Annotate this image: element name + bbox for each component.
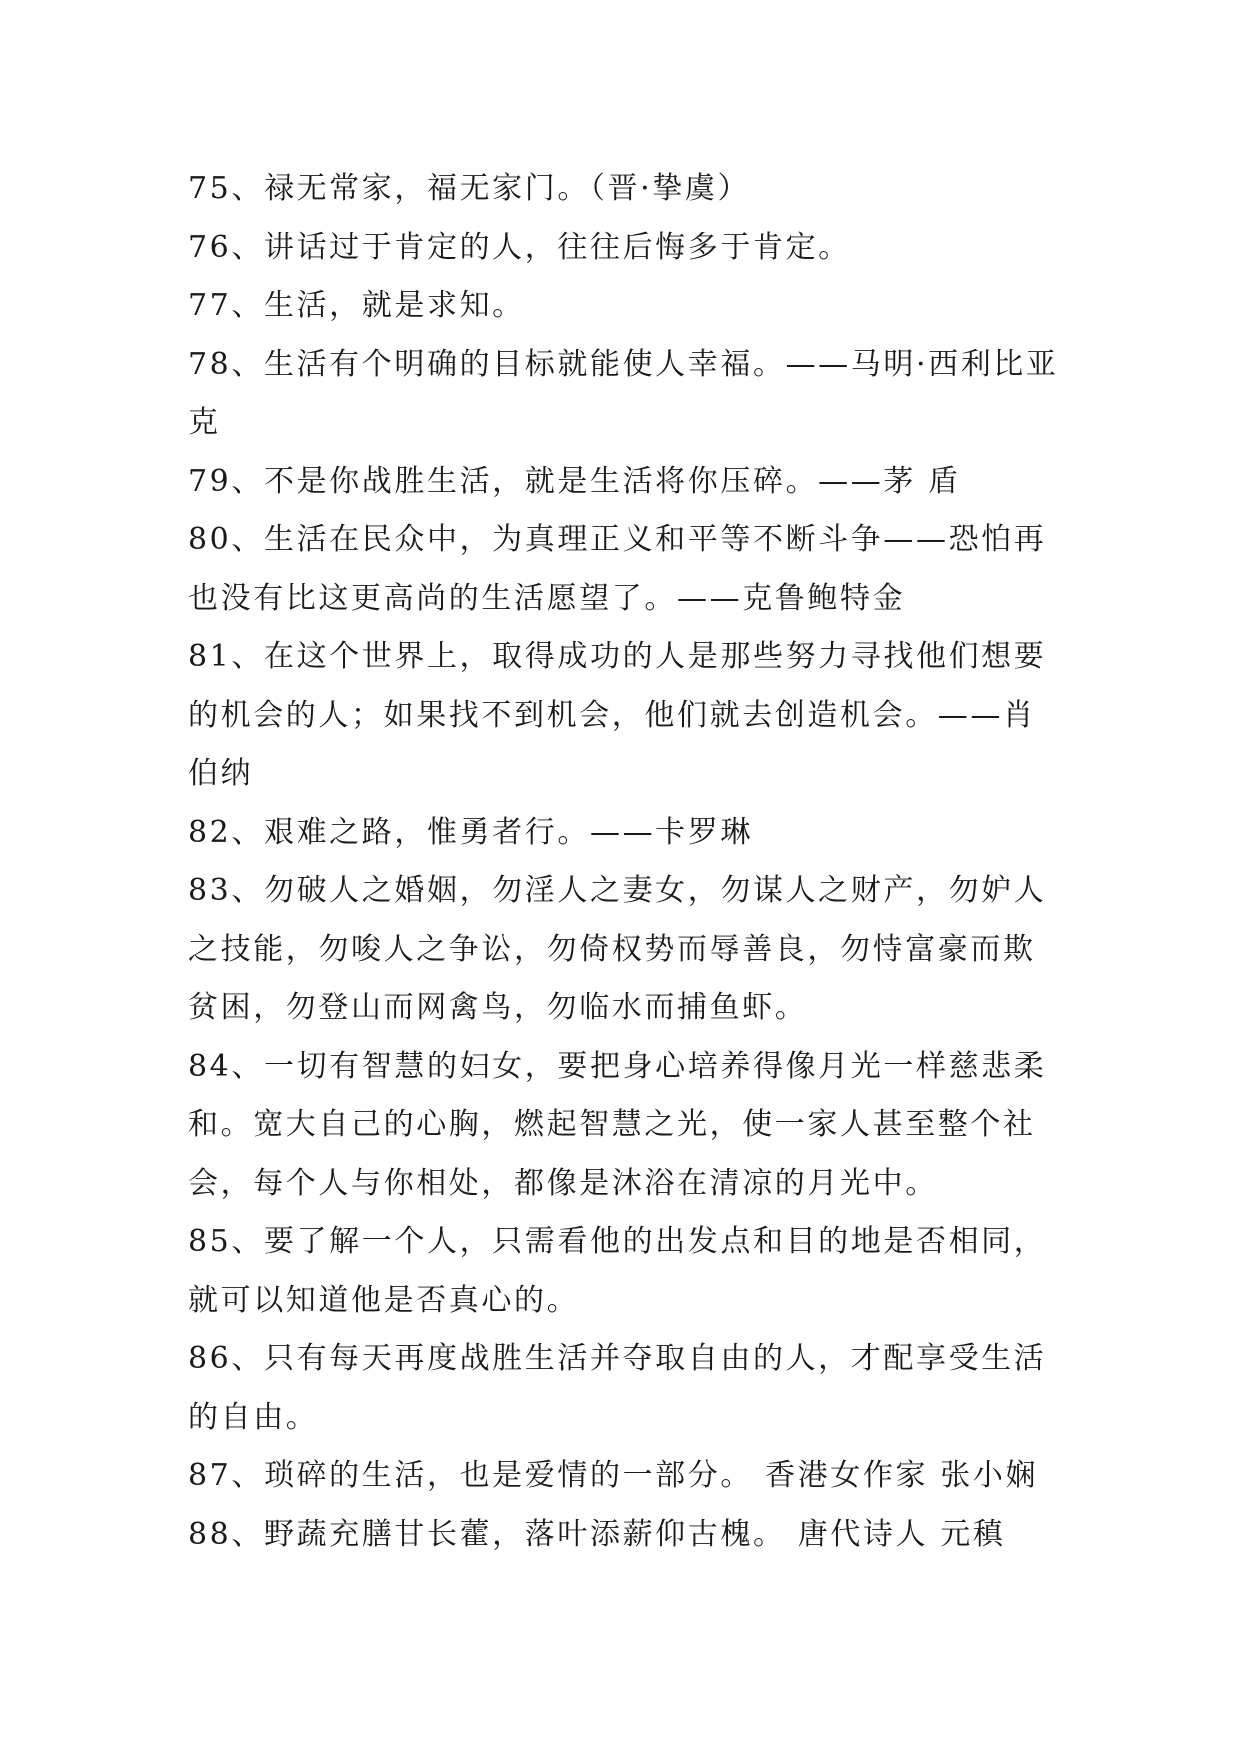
quote-item: 82、艰难之路，惟勇者行。——卡罗琳 bbox=[188, 814, 753, 850]
quote-item: 80、生活在民众中，为真理正义和平等不断斗争——恐怕再也没有比这更高尚的生活愿望了。——克鲁鲍特金 bbox=[188, 522, 1047, 616]
quote-list bbox=[188, 160, 1068, 1564]
quote-item: 77、生活，就是求知。 bbox=[188, 288, 525, 323]
quote-item: 79、不是你战胜生活，就是生活将你压碎。——茅 盾 bbox=[188, 463, 961, 499]
quote-item: 85、要了解一个人，只需看他的出发点和目的地是否相同，就可以知道他是否真心的。 bbox=[188, 1224, 1047, 1318]
quote-item: 76、讲话过于肯定的人，往往后悔多于肯定。 bbox=[188, 229, 851, 265]
quote-item: 83、勿破人之婚姻，勿淫人之妻女，勿谋人之财产，勿妒人之技能，勿唆人之争讼，勿倚权势而辱善良，勿恃富豪而欺贫困，勿登山而网禽鸟，勿临水而捕鱼虾。 bbox=[188, 873, 1047, 1025]
quote-item: 87、琐碎的生活，也是爱情的一部分。 香港女作家 张小娴 bbox=[188, 1458, 1039, 1493]
quote-item: 81、在这个世界上，取得成功的人是那些努力寻找他们想要的机会的人；如果找不到机会，他们就去创造机会。——肖伯纳 bbox=[188, 639, 1047, 791]
quote-item: 86、只有每天再度战胜生活并夺取自由的人，才配享受生活的自由。 bbox=[188, 1341, 1047, 1435]
quote-item: 84、一切有智慧的妇女，要把身心培养得像月光一样慈悲柔和。宽大自己的心胸，燃起智慧之光，使一家人甚至整个社会，每个人与你相处，都像是沐浴在清凉的月光中。 bbox=[188, 1048, 1047, 1201]
quote-item: 75、禄无常家，福无家门。（晋·挚虞） bbox=[188, 171, 751, 206]
quote-item: 88、野蔬充膳甘长藿，落叶添薪仰古槐。 唐代诗人 元稹 bbox=[188, 1516, 1006, 1552]
quote-item: 78、生活有个明确的目标就能使人幸福。——马明·西利比亚克 bbox=[188, 346, 1059, 440]
